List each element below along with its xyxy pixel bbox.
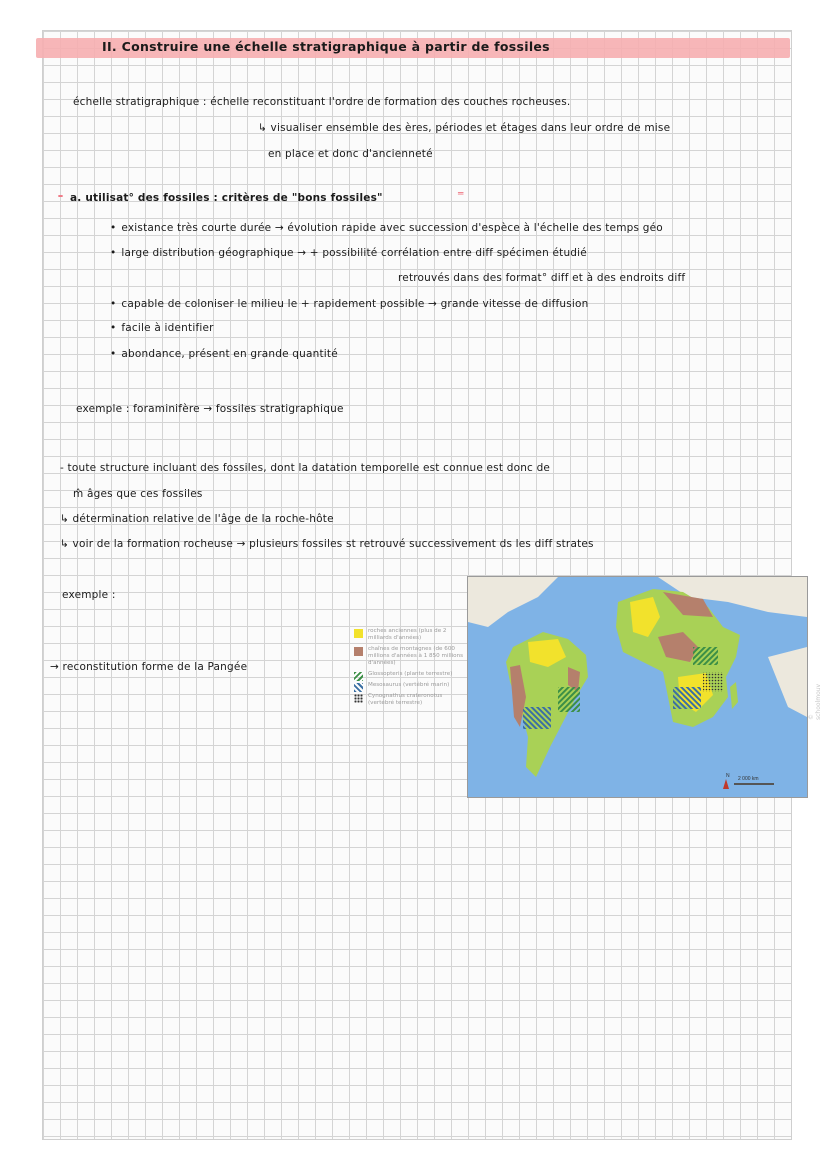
pangea-caption: → reconstitution forme de la Pangée <box>50 661 248 673</box>
scale-bar <box>734 783 774 785</box>
sparkle-left: ⁃ <box>57 188 64 204</box>
mesosaurus-sa <box>523 707 551 729</box>
structure-line-3: ↳ détermination relative de l'âge de la roche-hôte <box>60 513 334 525</box>
structure-line-4: ↳ voir de la formation rocheuse → plusieurs fossiles st retrouvé successivement ds les diff strates <box>60 538 594 550</box>
criterion-3: • capable de coloniser le milieu le + rapidement possible → grande vitesse de diffusion <box>110 297 589 311</box>
example-foraminifera: exemple : foraminifère → fossiles stratigraphique <box>76 403 344 415</box>
definition-line: échelle stratigraphique : échelle reconstituant l'ordre de formation des couches rocheuses. <box>73 96 571 108</box>
structure-line-2: m̂ âges que ces fossiles <box>73 488 203 500</box>
example-label: exemple : <box>62 589 116 601</box>
legend-item: roches anciennes (plus de 2 milliards d'années) <box>354 628 464 642</box>
credit: © schoolmouv <box>808 683 822 720</box>
mesosaurus-africa <box>673 687 701 709</box>
brown-swatch-icon <box>354 647 363 656</box>
map-legend <box>354 628 464 711</box>
structure-line-1: - toute structure incluant des fossiles, dont la datation temporelle est connue est donc de <box>60 462 551 474</box>
sparkle-right: ⁼ <box>457 188 465 204</box>
legend-item: Glossopteris (plante terrestre) <box>354 671 464 678</box>
criterion-4: • facile à identifier <box>110 321 214 335</box>
legend-item: Mesosaurus (vertébré marin) <box>354 682 464 689</box>
pangea-map <box>467 576 808 798</box>
map-drawing <box>468 577 807 797</box>
dots-icon <box>354 694 363 703</box>
criterion-1: • existance très courte durée → évolution rapide avec succession d'espèce à l'échelle des temps géo <box>110 221 663 235</box>
definition-detail-2: en place et donc d'ancienneté <box>268 148 433 160</box>
criterion-2: • large distribution géographique → + possibilité corrélation entre diff spécimen étudié <box>110 246 587 260</box>
yellow-swatch-icon <box>354 629 363 638</box>
legend-item: chaînes de montagnes (de 600 millions d'années à 1 850 millions d'années) <box>354 646 464 667</box>
glossopteris-sa <box>558 687 580 712</box>
scale-label: 2 000 km <box>738 776 759 782</box>
glossopteris-africa <box>693 647 718 665</box>
criterion-2-cont: retrouvés dans des format° diff et à des endroits diff <box>398 272 686 284</box>
blue-hatch-icon <box>354 683 363 692</box>
subsection-a-heading: a. utilisat° des fossiles : critères de "bons fossiles" <box>70 192 383 204</box>
criterion-5: • abondance, présent en grande quantité <box>110 347 338 361</box>
cynognathus-africa <box>703 672 723 692</box>
page-title: II. Construire une échelle stratigraphique à partir de fossiles <box>102 39 550 54</box>
north-label: N <box>726 773 730 779</box>
legend-item: Cynognathus crateronotus (vertébré terrestre) <box>354 693 464 707</box>
green-hatch-icon <box>354 672 363 681</box>
definition-detail-1: ↳ visualiser ensemble des ères, périodes et étages dans leur ordre de mise <box>258 122 671 134</box>
